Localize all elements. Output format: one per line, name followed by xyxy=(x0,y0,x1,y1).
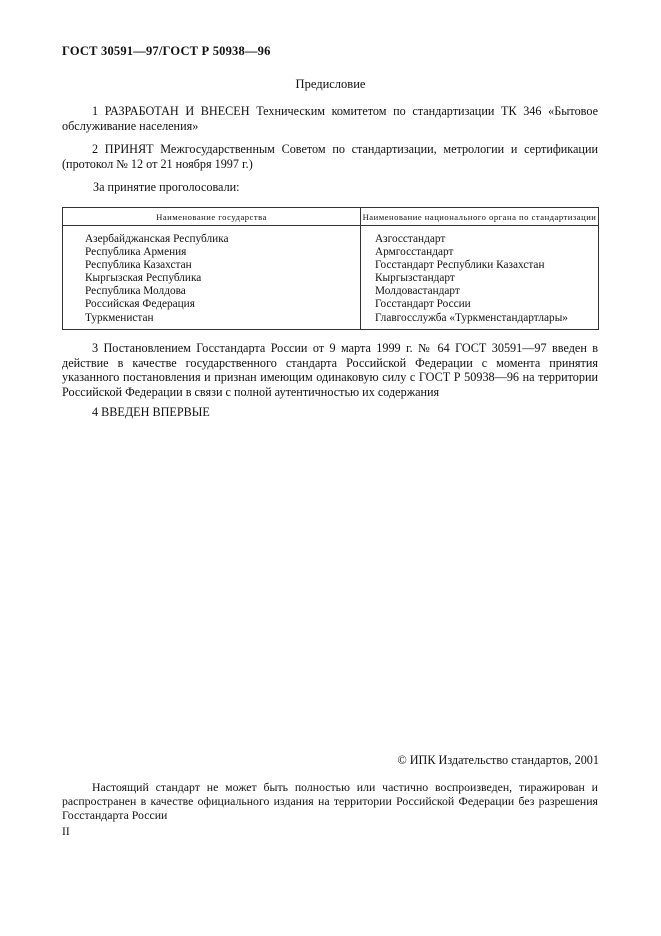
reproduction-notice-text: Настоящий стандарт не может быть полностью или частично воспроизведен, тиражирован и распространен в качестве официального издания на территории Российской Федерации без разрешения Госстандарта России xyxy=(62,780,598,823)
preface-item-2 xyxy=(62,142,598,171)
column-header-state: Наименование государства xyxy=(63,208,361,226)
body-cell: Молдовастандарт xyxy=(375,285,460,298)
table-row xyxy=(63,226,599,330)
preface-item-1-text: 1 РАЗРАБОТАН И ВНЕСЕН Техническим комитетом по стандартизации ТК 346 «Бытовое обслуживание населения» xyxy=(62,104,598,133)
preface-item-4-text: 4 ВВЕДЕН ВПЕРВЫЕ xyxy=(92,405,210,419)
table-header-row xyxy=(63,208,599,226)
state-cell: Республика Молдова xyxy=(85,285,186,298)
state-cell: Республика Армения xyxy=(85,246,187,259)
preface-item-1 xyxy=(62,104,598,133)
body-cell: Главгосслужба «Туркменстандартлары» xyxy=(375,311,568,324)
reproduction-notice xyxy=(62,780,598,823)
column-header-body: Наименование национального органа по стандартизации xyxy=(361,208,599,226)
section-title: Предисловие xyxy=(295,77,366,91)
state-cell: Азербайджанская Республика xyxy=(85,233,229,245)
document-header: ГОСТ 30591—97/ГОСТ Р 50938—96 xyxy=(62,44,271,58)
state-column xyxy=(63,226,361,330)
voted-label: За принятие проголосовали: xyxy=(93,180,240,194)
state-cell: Кыргызская Республика xyxy=(85,272,202,285)
body-cell: Армгосстандарт xyxy=(375,246,454,259)
body-cell: Госстандарт России xyxy=(375,298,471,311)
preface-item-4 xyxy=(62,405,598,420)
voting-table xyxy=(62,207,599,330)
preface-item-3-text: 3 Постановлением Госстандарта России от 9 марта 1999 г. № 64 ГОСТ 30591—97 введен в действие в качестве государственного стандарта Российской Федерации с момента принятия указанного постановления и признан имеющим одинаковую силу с ГОСТ Р 50938—96 на территории Российской Федерации в связи с полной аутентичностью их содержания xyxy=(62,341,598,399)
copyright-line: © ИПК Издательство стандартов, 2001 xyxy=(397,753,599,767)
body-cell: Кыргызстандарт xyxy=(375,272,455,285)
body-cell: Азгосстандарт xyxy=(375,233,446,245)
page-number: II xyxy=(62,826,70,838)
body-column xyxy=(361,226,599,330)
preface-item-3 xyxy=(62,341,598,399)
body-cell: Госстандарт Республики Казахстан xyxy=(375,259,545,272)
state-cell: Российская Федерация xyxy=(85,298,195,311)
state-cell: Туркменистан xyxy=(85,311,154,324)
state-cell: Республика Казахстан xyxy=(85,259,192,272)
preface-item-2-text: 2 ПРИНЯТ Межгосударственным Советом по стандартизации, метрологии и сертификации (протокол № 12 от 21 ноября 1997 г.) xyxy=(62,142,598,171)
